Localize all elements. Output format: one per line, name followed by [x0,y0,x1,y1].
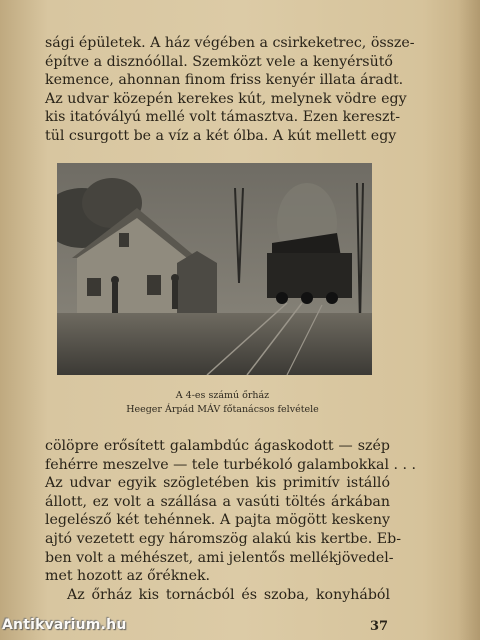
bottom-paragraph [45,437,417,604]
text-line: ajtó vezetett egy háromszög alakú kis kertbe. Eb- [45,530,401,547]
top-paragraph [45,34,415,146]
text-line: met hozott az őréknek. [45,568,211,585]
photo-caption-title: A 4-es számú őrház [175,390,270,401]
text-line: kis itatóvályú mellé volt támasztva. Ezen kereszt- [45,109,400,126]
text-line: kemence, ahonnan finom friss kenyér illata áradt. [45,72,404,89]
text-line: fehérre meszelve — tele turbékoló galambokkal . . . [45,456,417,473]
text-line: sági épületek. A ház végében a csirkeketrec, össze- [45,35,415,51]
page-number: 37 [370,619,389,634]
text-line: építve a disznóóllal. Szemközt vele a kenyérsütő [45,53,393,70]
text-line: ben volt a méhészet, ami jelentős mellékjövedel- [45,549,394,566]
guardhouse-photo [57,163,372,375]
text-line: legelésző két tehénnek. A pajta mögött keskeny [45,512,390,529]
page-edge-shadow [458,0,480,640]
photo-caption-credit: Heeger Árpád MÁV főtanácsos felvétele [126,404,319,415]
text-line: Az őrház kis tornácból és szoba, konyhából [67,586,390,603]
watermark: Antikvarium.hu [2,617,127,633]
text-line: cölöpre erősített galambdúc ágaskodott — szép [45,438,390,454]
text-line: tül csurgott be a víz a két ólba. A kút mellett egy [45,127,397,144]
text-line: Az udvar közepén kerekes kút, melynek vödre egy [45,90,407,107]
text-line: Az udvar egyik szögletében kis primitív istálló [45,475,390,492]
text-line: állott, ez volt a szállása a vasúti töltés árkában [45,493,390,510]
